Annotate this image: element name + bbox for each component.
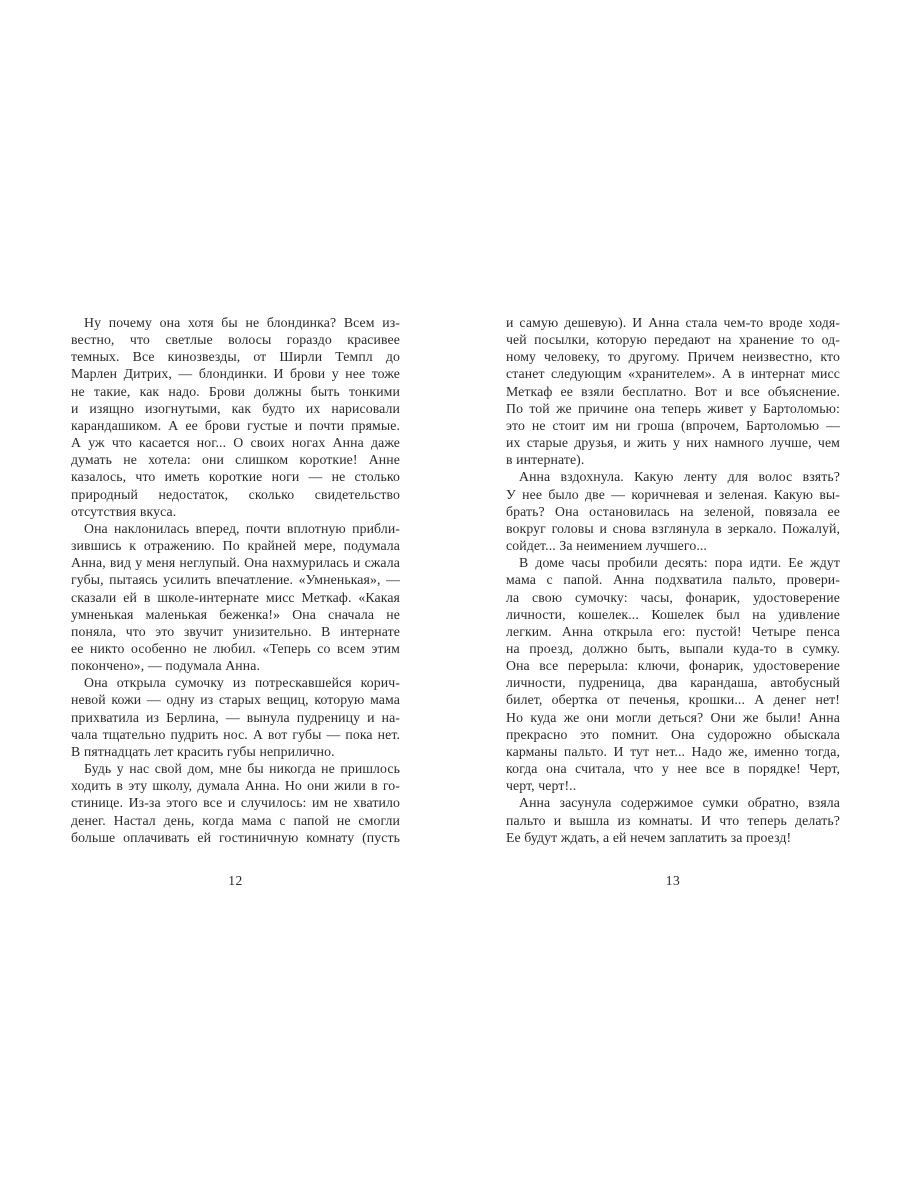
text-line: поняла, что это звучит унизительно. В интернате: [71, 623, 400, 639]
text-line: Анна засунула содержимое сумки обратно, взяла: [519, 795, 840, 811]
text-line: станет следующим «хранителем». А в интернат мисс: [506, 366, 840, 382]
text-line: невой кожи — одну из старых вещиц, которую мама: [71, 692, 400, 708]
text-line: Анна, вид у меня неглупый. Она нахмурилась и сжала: [71, 555, 400, 571]
page-right-number: 13: [665, 873, 681, 888]
text-line: черт, черт!..: [506, 778, 577, 794]
text-line: личности, кошелек... Кошелек был на удивление: [506, 606, 840, 622]
text-line: личности, пудреница, два карандаша, автобусный: [506, 675, 840, 691]
text-line: сказали ей в школе-интернате мисс Меткаф. «Какая: [71, 589, 400, 605]
text-line: прекрасно это помнит. Она судорожно обыскала: [506, 726, 840, 742]
text-line: вокруг головы и снова взглянула в зеркало. Пожалуй,: [506, 520, 840, 536]
text-line: брать? Она остановилась на зеленой, повязала ее: [506, 503, 840, 519]
text-line: губы, пытаясь усилить впечатление. «Умненькая», —: [71, 572, 400, 588]
text-line: на проезд, должно быть, выпали куда-то в сумку.: [506, 640, 840, 656]
text-line: казалось, что иметь короткие ноги — не столько: [71, 469, 400, 485]
text-line: Ну почему она хотя бы не блондинка? Всем из-: [84, 315, 400, 330]
text-line: чей посылки, которую передают на хранение то од-: [506, 332, 840, 348]
text-line: стинице. Из-за этого все и случилось: им не хватило: [71, 795, 400, 811]
text-line: это не стоит им ни гроша (впрочем, Бартоломью —: [506, 417, 840, 433]
text-line: В доме часы пробили десять: пора идти. Ее ждут: [519, 555, 840, 571]
text-line: карандашиком. А ее брови густые и почти прямые.: [71, 417, 400, 433]
text-line: темных. Все кинозвезды, от Ширли Темпл до: [71, 349, 400, 365]
text-line: в интернате).: [506, 452, 585, 468]
text-line: Она все перерыла: ключи, фонарик, удостоверение: [506, 658, 840, 674]
text-line: ному человеку, то другому. Причем неизвестно, кто: [506, 349, 840, 365]
text-line: умненькая маленькая беженка!» Она сначала не: [71, 606, 400, 622]
text-line: пальто и вышла из комнаты. И что теперь делать?: [506, 812, 840, 828]
text-line: Ее будут ждать, а ей нечем заплатить за проезд!: [506, 829, 792, 845]
text-line: больше оплачивать ей гостиничную комнату (пусть: [71, 829, 400, 845]
text-line: ла свою сумочку: часы, фонарик, удостоверение: [506, 589, 840, 605]
text-line: ее никто особенно не любил. «Теперь со всем этим: [71, 640, 400, 656]
page-left-number: 12: [228, 873, 243, 888]
text-line: и изящно изогнутыми, как будто их нарисовали: [71, 400, 400, 416]
text-line: Она наклонилась вперед, почти вплотную прибли-: [84, 520, 400, 536]
text-line: прихватила из Берлина, — вынула пудреницу и на-: [71, 709, 400, 725]
text-line: денег. Настал день, когда мама с папой не смогли: [71, 812, 400, 828]
text-line: их старые друзья, и жить у них намного лучше, чем: [506, 435, 840, 451]
text-line: природный недостаток, сколько свидетельство: [71, 486, 400, 502]
text-line: Марлен Дитрих, — блондинки. И брови у нее тоже: [71, 366, 400, 382]
page-left-text: [71, 314, 400, 846]
text-line: сойдет... За неимением лучшего...: [506, 538, 707, 554]
text-line: Она открыла сумочку из потрескавшейся корич-: [84, 675, 400, 691]
text-line: В пятнадцать лет красить губы неприлично.: [71, 743, 335, 759]
text-line: А уж что касается ног... О своих ногах Анна даже: [71, 435, 400, 451]
text-line: чала тщательно пудрить нос. А вот губы — пока нет.: [71, 726, 400, 742]
page-right-text: [506, 314, 840, 846]
text-line: Но куда же они могли деться? Они же были! Анна: [506, 709, 840, 725]
text-line: отсутствия вкуса.: [71, 503, 177, 519]
text-line: зившись к отражению. По крайней мере, подумала: [71, 538, 400, 554]
text-line: Будь у нас свой дом, мне бы никогда не пришлось: [84, 761, 400, 777]
text-line: мама с папой. Анна подхватила пальто, провери-: [506, 572, 840, 588]
text-line: карманы пальто. И тут нет... Надо же, именно тогда,: [506, 743, 840, 759]
text-line: Анна вздохнула. Какую ленту для волос взять?: [519, 469, 840, 485]
text-line: думать не хотела: они слишком короткие! Анне: [71, 452, 400, 468]
text-line: билет, обертка от печенья, крошки... А денег нет!: [506, 692, 840, 708]
text-line: покончено», — подумала Анна.: [71, 658, 261, 674]
text-line: не такие, как надо. Брови должны быть тонкими: [71, 383, 400, 399]
text-line: У нее было две — коричневая и зеленая. Какую вы-: [506, 486, 840, 502]
text-line: легким. Анна открыла его: пустой! Четыре пенса: [506, 623, 840, 639]
text-line: Меткаф ее взяли бесплатно. Вот и все объяснение.: [506, 383, 840, 399]
text-line: и самую дешевую). И Анна стала чем-то вроде ходя-: [506, 315, 840, 330]
text-line: ходить в эту школу, думала Анна. Но они жили в го-: [71, 778, 400, 794]
text-line: когда она считала, что у нее все в порядке! Черт,: [506, 761, 840, 777]
text-line: вестно, что светлые волосы гораздо красивее: [71, 332, 400, 348]
text-line: По той же причине она теперь живет у Бартоломью:: [506, 400, 840, 416]
